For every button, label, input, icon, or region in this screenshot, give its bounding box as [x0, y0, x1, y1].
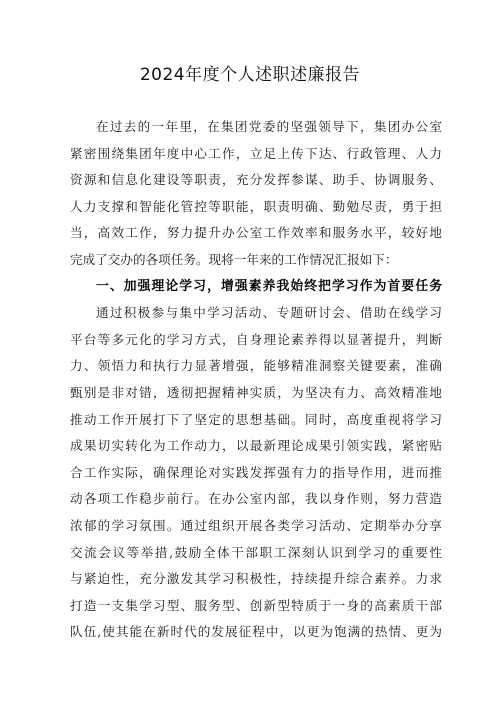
paragraph-line: 浓郁的学习氛围。通过组织开展各类学习活动、定期举办分享 [70, 517, 442, 533]
paragraph-line: 甄别是非对错，透彻把握精神实质，为坚决有力、高效精准地 [70, 384, 442, 400]
paragraph-line: 资源和信息化建设等职责，充分发挥参谋、助手、协调服务、 [70, 172, 442, 188]
paragraph-line: 紧密围绕集团年度中心工作，立足上传下达、行政管理、人力 [70, 145, 442, 161]
paragraph-line: 在过去的一年里，在集团党委的坚强领导下，集团办公室 [96, 119, 442, 134]
paragraph-line: 通过积极参与集中学习活动、专题研讨会、借助在线学习 [96, 305, 442, 321]
paragraph-line: 合工作实际，确保理论对实践发挥强有力的指导作用，进而推 [70, 464, 442, 480]
paragraph-line: 完成了交办的各项任务。现将一年来的工作情况汇报如下： [70, 251, 398, 267]
paragraph-line: 当，高效工作，努力提升办公室工作效率和服务水平，较好地 [70, 225, 442, 241]
paragraph-line: 推动工作开展打下了坚定的思想基础。同时，高度重视将学习 [70, 411, 442, 427]
document-title: 2024年度个人述职述廉报告 [139, 65, 361, 85]
section-heading: 一、加强理论学习，增强素养我始终把学习作为首要任务 [96, 278, 442, 294]
document-body [70, 114, 442, 646]
paragraph-line: 力、领悟力和执行力显著增强，能够精准洞察关键要素，准确 [70, 358, 442, 374]
paragraph-line: 平台等多元化的学习方式，自身理论素养得以显著提升，判断 [70, 331, 442, 347]
paragraph-line: 交流会议等举措,鼓励全体干部职工深刻认识到学习的重要性 [70, 544, 442, 560]
paragraph-line: 与紧迫性，充分激发其学习积极性，持续提升综合素养。力求 [70, 571, 442, 587]
paragraph-line: 打造一支集学习型、服务型、创新型特质于一身的高素质干部 [70, 597, 442, 613]
paragraph-line: 队伍,使其能在新时代的发展征程中，以更为饱满的热情、更为 [70, 624, 442, 640]
paragraph-line: 成果切实转化为工作动力，以最新理论成果引领实践，紧密贴 [70, 438, 442, 454]
paragraph-line: 人力支撑和智能化管控等职能，职责明确、勤勉尽责，勇于担 [70, 198, 442, 214]
paragraph-line: 动各项工作稳步前行。在办公室内部，我以身作则，努力营造 [70, 491, 442, 507]
